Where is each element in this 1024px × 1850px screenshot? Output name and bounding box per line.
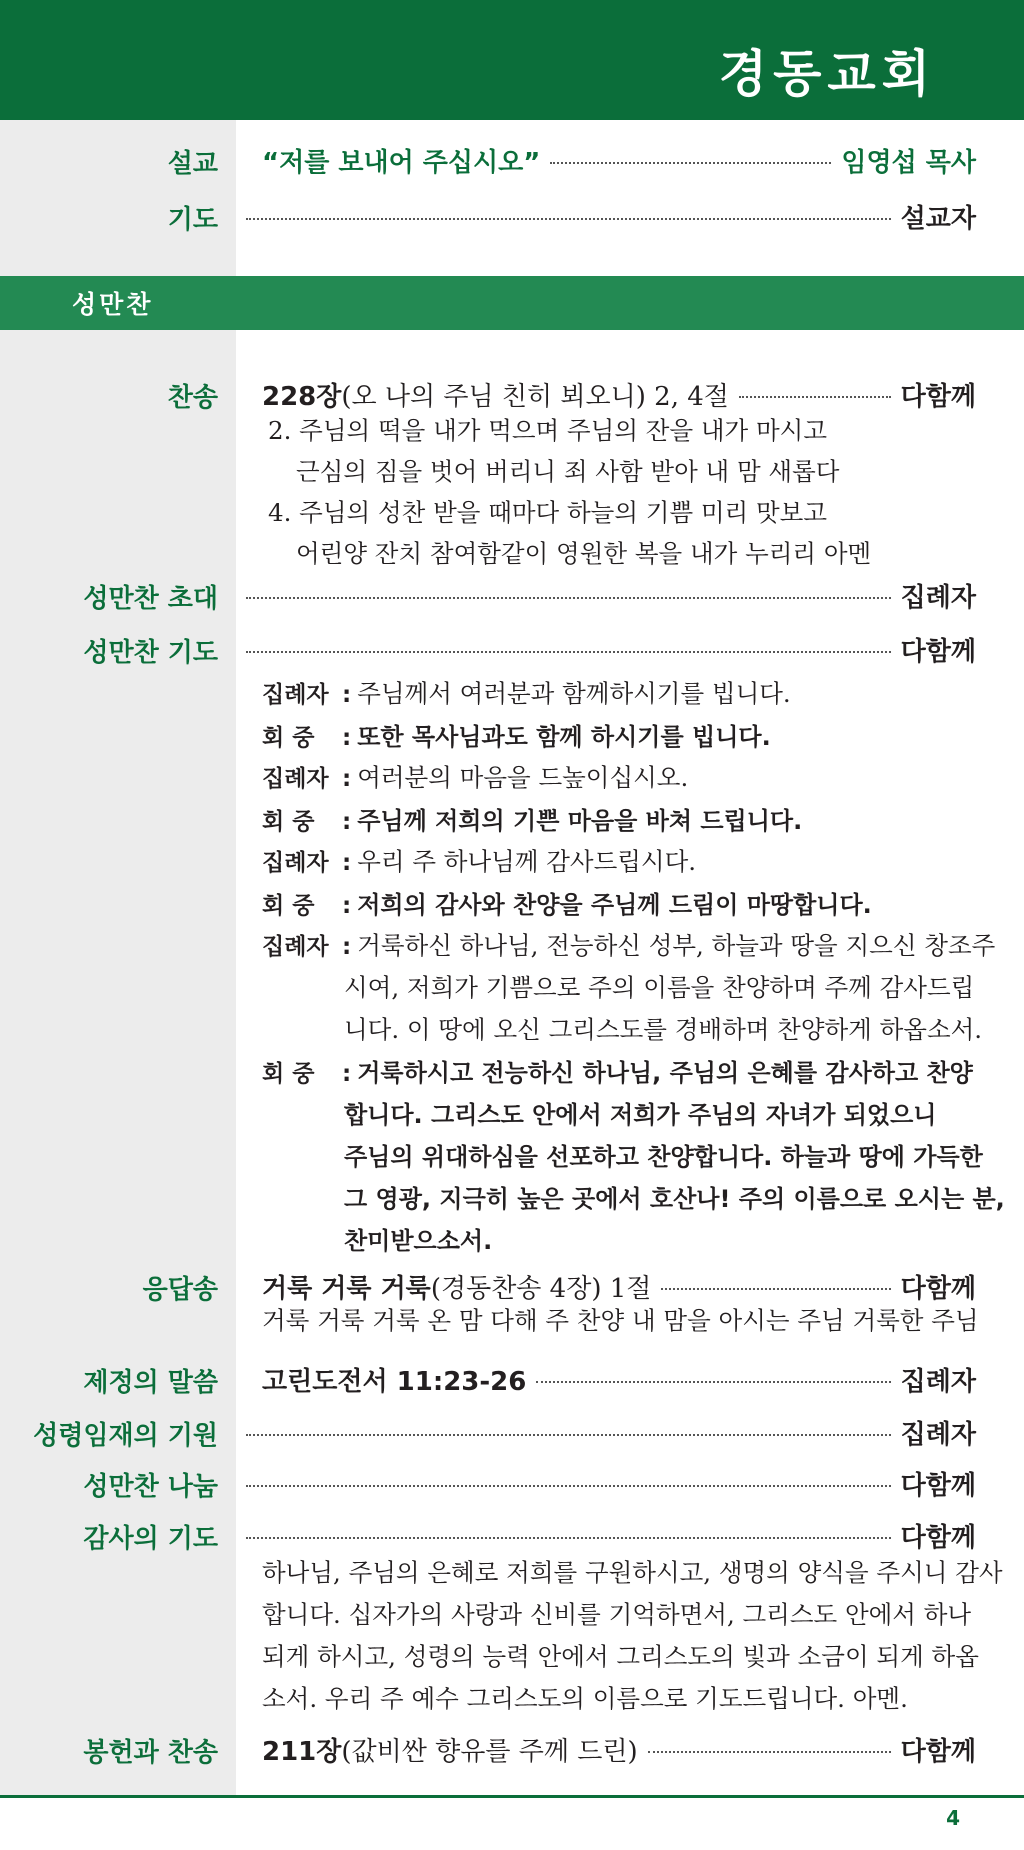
leader-dots — [246, 1485, 891, 1487]
litany-text: 우리 주 하나님께 감사드립시다. — [357, 847, 697, 876]
leader-dots — [739, 396, 891, 398]
leader-dots — [661, 1288, 890, 1290]
leader-dots — [246, 1537, 891, 1539]
preacher-name: 임영섭 목사 — [841, 148, 976, 178]
words-row — [262, 1361, 976, 1398]
hymn-lyric-line: 4. 주님의 성찬 받을 때마다 하늘의 기쁨 미리 맛보고 — [268, 498, 828, 527]
litany-text: 거룩하신 하나님, 전능하신 성부, 하늘과 땅을 지으신 창조주 — [357, 931, 996, 960]
litany-line: 회 중 : 주님께 저희의 기쁜 마음을 바쳐 드립니다. — [262, 801, 802, 836]
speaker-congregation: 회 중 — [262, 809, 315, 835]
litany-line: 회 중 : 거룩하시고 전능하신 하나님, 주님의 은혜를 감사하고 찬양 — [262, 1053, 973, 1088]
leader-dots — [648, 1751, 891, 1753]
eucharist-prayer-label: 성만찬 기도 — [83, 638, 218, 668]
scripture-reference: 고린도전서 11:23-26 — [262, 1367, 527, 1397]
leader-dots — [246, 597, 891, 599]
hymn-label: 찬송 — [167, 383, 218, 413]
response-label: 응답송 — [142, 1275, 218, 1305]
offering-person: 다함께 — [900, 1737, 976, 1767]
eucharist-prayer-person: 다함께 — [900, 637, 976, 667]
header-bar — [0, 0, 1024, 120]
litany-text: 주님께서 여러분과 함께하시기를 빕니다. — [357, 679, 791, 708]
speaker-congregation: 회 중 — [262, 725, 315, 751]
litany-text: 또한 목사님과도 함께 하시기를 빕니다. — [357, 723, 771, 751]
epiclesis-row — [236, 1414, 976, 1451]
hymn-lyric-line: 근심의 짐을 벗어 버리니 죄 사함 받아 내 맘 새롭다 — [296, 457, 840, 486]
church-logo: 경동교회 — [718, 45, 936, 103]
sermon-row — [262, 142, 976, 179]
leader-dots — [246, 651, 891, 653]
offering-label: 봉헌과 찬송 — [83, 1738, 218, 1768]
litany-line: 집례자 : 여러분의 마음을 드높이십시오. — [262, 759, 688, 794]
litany-text: 거룩하시고 전능하신 하나님, 주님의 은혜를 감사하고 찬양 — [357, 1059, 973, 1087]
litany-text: 저희의 감사와 찬양을 주님께 드림이 마땅합니다. — [357, 891, 872, 919]
hymn-number: 228장 — [262, 382, 342, 412]
sharing-row — [236, 1465, 976, 1502]
thanksgiving-text: 소서. 우리 주 예수 그리스도의 이름으로 기도드립니다. 아멘. — [262, 1684, 908, 1713]
prayer-row — [236, 198, 976, 235]
invitation-row — [236, 577, 976, 614]
offering-hymn-number: 211장 — [262, 1737, 342, 1767]
response-lyric: 거룩 거룩 거룩 온 맘 다해 주 찬양 내 맘을 아시는 주님 거룩한 주님 — [262, 1306, 979, 1335]
section-band — [0, 276, 1024, 330]
leader-dots — [246, 218, 891, 220]
response-person: 다함께 — [900, 1274, 976, 1304]
thanksgiving-text: 하나님, 주님의 은혜로 저희를 구원하시고, 생명의 양식을 주시니 감사 — [262, 1558, 1003, 1587]
response-subtitle: (경동찬송 4장) 1절 — [430, 1274, 652, 1304]
hymn-lyric-line: 어린양 잔치 참여함같이 영원한 복을 내가 누리리 아멘 — [296, 539, 872, 568]
leader-dots — [536, 1381, 890, 1383]
sharing-label: 성만찬 나눔 — [83, 1472, 218, 1502]
speaker-presider: 집례자 — [262, 934, 329, 960]
litany-text: 그 영광, 지극히 높은 곳에서 호산나! 주의 이름으로 오시는 분, — [344, 1185, 1005, 1213]
offering-hymn-title: (값비싼 향유를 주께 드린) — [341, 1737, 638, 1767]
hymn-lyric-line: 2. 주님의 떡을 내가 먹으며 주님의 잔을 내가 마시고 — [268, 416, 828, 445]
response-title: 거룩 거룩 거룩 — [262, 1274, 431, 1304]
sermon-label: 설교 — [167, 149, 218, 179]
section-title: 성만찬 — [72, 290, 154, 319]
footer-rule — [0, 1795, 1024, 1798]
speaker-presider: 집례자 — [262, 766, 329, 792]
thanksgiving-person: 다함께 — [900, 1523, 976, 1553]
invitation-label: 성만찬 초대 — [83, 584, 218, 614]
litany-text: 주님의 위대하심을 선포하고 찬양합니다. 하늘과 땅에 가득한 — [344, 1143, 983, 1171]
page-number: 4 — [946, 1806, 960, 1830]
speaker-congregation: 회 중 — [262, 1061, 315, 1087]
prayer-label: 기도 — [167, 205, 218, 235]
litany-text: 니다. 이 땅에 오신 그리스도를 경배하며 찬양하게 하옵소서. — [344, 1015, 983, 1044]
sharing-person: 다함께 — [900, 1471, 976, 1501]
sermon-title: “저를 보내어 주십시오” — [262, 148, 541, 178]
hymn-row — [262, 376, 976, 413]
epiclesis-label: 성령임재의 기원 — [33, 1421, 218, 1451]
litany-line: 집례자 : 우리 주 하나님께 감사드립시다. — [262, 843, 696, 878]
epiclesis-person: 집례자 — [900, 1420, 976, 1450]
words-person: 집례자 — [900, 1367, 976, 1397]
litany-text: 주님께 저희의 기쁜 마음을 바쳐 드립니다. — [357, 807, 803, 835]
litany-line: 집례자 : 주님께서 여러분과 함께하시기를 빕니다. — [262, 675, 791, 710]
hymn-person: 다함께 — [900, 382, 976, 412]
thanksgiving-text: 되게 하시고, 성령의 능력 안에서 그리스도의 빛과 소금이 되게 하옵 — [262, 1642, 979, 1671]
litany-line: 집례자 : 거룩하신 하나님, 전능하신 성부, 하늘과 땅을 지으신 창조주 — [262, 927, 995, 962]
thanksgiving-label: 감사의 기도 — [83, 1524, 218, 1554]
litany-text: 시여, 저희가 기쁨으로 주의 이름을 찬양하며 주께 감사드립 — [344, 973, 975, 1002]
eucharist-prayer-row — [236, 631, 976, 668]
speaker-presider: 집례자 — [262, 682, 329, 708]
thanksgiving-text: 합니다. 십자가의 사랑과 신비를 기억하면서, 그리스도 안에서 하나 — [262, 1600, 972, 1629]
offering-row — [262, 1731, 976, 1768]
litany-line: 회 중 : 또한 목사님과도 함께 하시기를 빕니다. — [262, 717, 771, 752]
litany-text: 여러분의 마음을 드높이십시오. — [357, 763, 689, 792]
invitation-person: 집례자 — [900, 583, 976, 613]
speaker-presider: 집례자 — [262, 850, 329, 876]
litany-text: 합니다. 그리스도 안에서 저희가 주님의 자녀가 되었으니 — [344, 1101, 937, 1129]
litany-text: 찬미받으소서. — [344, 1227, 493, 1255]
leader-dots — [246, 1434, 891, 1436]
speaker-congregation: 회 중 — [262, 893, 315, 919]
hymn-title: (오 나의 주님 친히 뵈오니) 2, 4절 — [341, 382, 729, 412]
leader-dots — [550, 162, 831, 164]
litany-line: 회 중 : 저희의 감사와 찬양을 주님께 드림이 마땅합니다. — [262, 885, 872, 920]
words-label: 제정의 말씀 — [83, 1368, 218, 1398]
thanksgiving-row — [236, 1517, 976, 1554]
prayer-person: 설교자 — [900, 204, 976, 234]
